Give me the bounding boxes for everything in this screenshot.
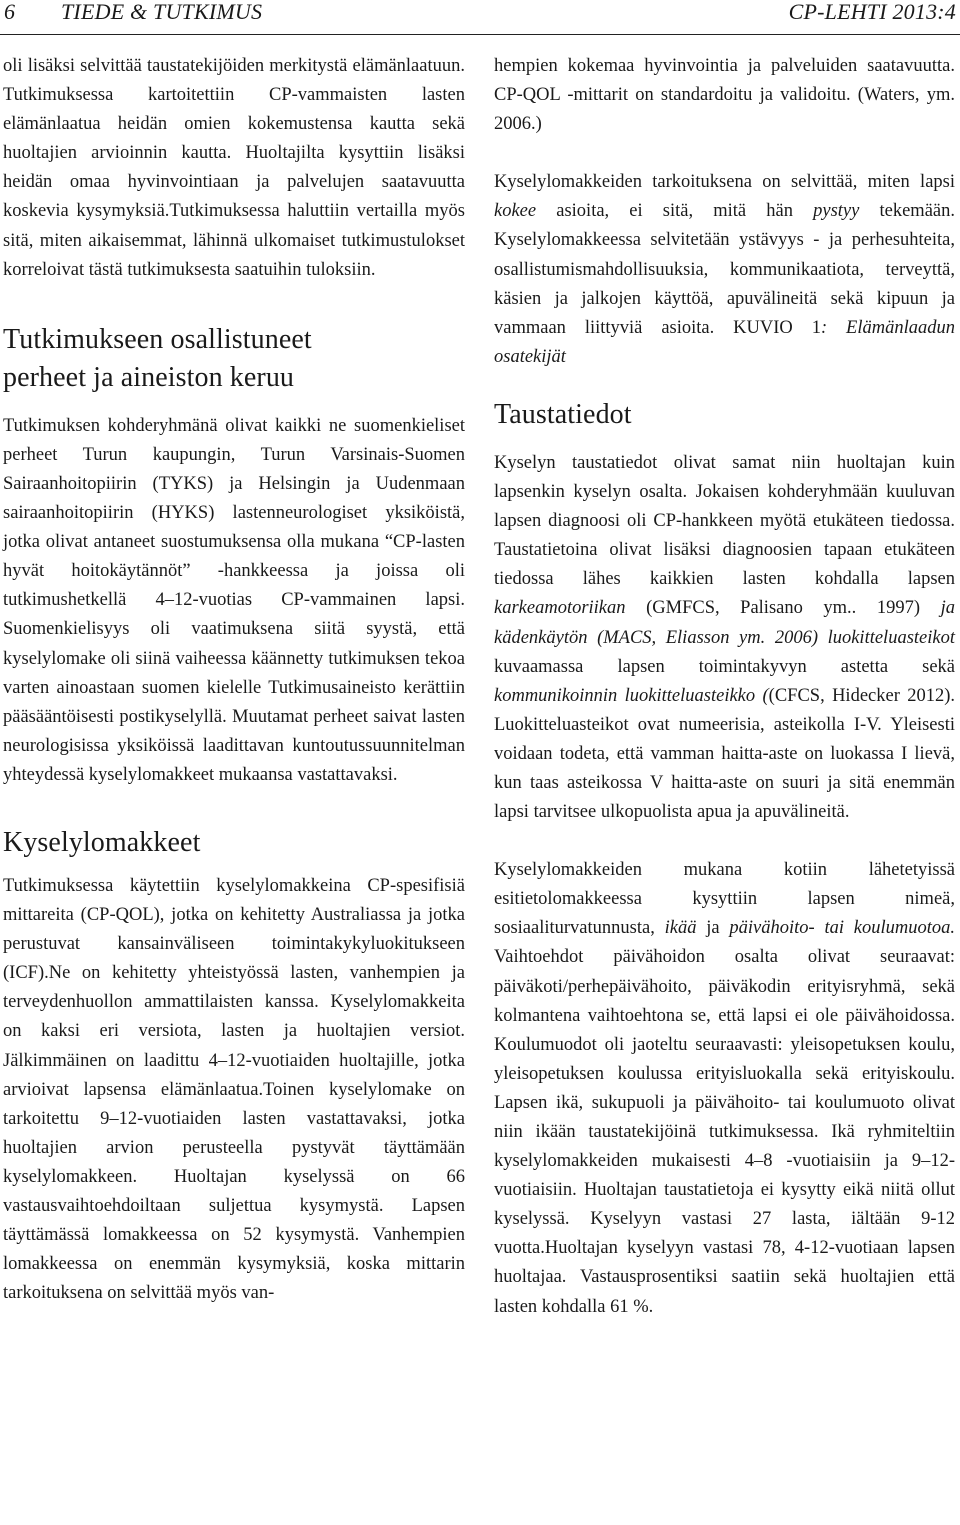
heading-participants	[3, 321, 465, 397]
left-column	[3, 52, 465, 1308]
background-paragraph	[494, 449, 955, 827]
purpose-text-b: asioita, ei sitä, mitä hän	[536, 201, 814, 222]
page-number: 6	[4, 0, 15, 24]
questionnaires-paragraph: Tutkimuksessa käytettiin kyselylomakkeina CP-spesifisiä mittareita (CP-QOL), jotka on kehitetty Australiassa ja jotka perustuvat kansainväliseen toimintakykyluokitukseen (ICF).Ne on kehitetty yhteistyössä lasten, vanhempien ja terveydenhuollon ammattilaisten kanssa. Kyselylomakkeita on kaksi eri versiota, lasten ja huoltajien versiot. Jälkimmäinen on laadittu 4–12-vuotiaiden huoltajille, jotka arvioivat lapsensa elämänlaatua.Toinen kyselylomake on tarkoitettu 9–12-vuotiaiden lasten vastattavaksi, jotka huoltajien arvion perusteella pystyvät täyttämään kyselylomakkeen. Huoltajan kyselyssä on 66 vastausvaihtoehdoiltaan suljettua kysymystä. Lapsen täyttämässä lomakkeessa on 52 kysymystä. Vanhempien lomakkeessa on enemmän kysymyksiä, koska mittarin tarkoituksena on selvittää myös van-	[3, 875, 465, 1304]
emphasis-karkeamotoriikan: karkeamotoriikan	[494, 598, 626, 619]
purpose-text-c: tekemään. Kyselylomakkeessa selvitetään ystävyys - ja perhesuhteita, osallistumismahdollisuuksia, kommunikaatiota, terveyttä, käsien ja jalkojen käyttöä, apuvälineitä sekä kipuun ja vammaan liittyviä asioita. KUVIO 1	[494, 201, 955, 338]
background-text-a: Kyselyn taustatiedot olivat samat niin huoltajan kuin lapsenkin kyselyn osalta. Jokaisen kohderyhmään kuuluvan lapsen diagnoosi oli CP-hankkeen myötä etukäteen tiedossa. Taustatietoina olivat lisäksi diagnoosien tapaan etukäteen tiedossa lähes kaikkien lasten kohdalla lapsen	[494, 452, 955, 590]
heading-questionnaires: Kyselylomakkeet	[3, 826, 201, 858]
background-text-b: (GMFCS, Palisano ym.. 1997)	[625, 598, 941, 619]
section-title: TIEDE & TUTKIMUS	[61, 0, 263, 24]
figure-caption-reference: : Elämänlaadun osatekijät	[494, 317, 956, 367]
purpose-paragraph	[494, 168, 955, 372]
participants-paragraph: Tutkimuksen kohderyhmänä olivat kaikki ne suomenkieliset perheet Turun kaupungin, Turun Varsinais-Suomen Sairaanhoitopiirin (TYKS) ja Helsingin ja Uudenmaan sairaanhoitopiirin (HYKS) lastenneurologiset yksiköistä, jotka olivat antaneet suostumuksensa olla mukana “CP-lasten hyvät hoitokäytännöt” -hankkeessa ja joissa oli tutkimushetkellä 4–12-vuotias CP-vammainen lapsi. Suomenkielisyys oli vaatimuksena siitä syystä, että kyselylomake oli siinä vaiheessa käännetty tutkimuksen tekoa varten ainoastaan suomen kielelle Tutkimusaineisto kerättiin pääsääntöisesti postikyselyllä. Muutamat perheet saivat lasten neurologisissa yksiköissä laadittavan kuntoutussuunnitelman yhteydessä kyselylomakkeet mukaansa vastattavaksi.	[3, 415, 465, 785]
heading-participants-line2: perheet ja aineiston keruu	[3, 361, 295, 393]
publication-issue: CP-LEHTI 2013:4	[788, 0, 956, 24]
right-column	[494, 52, 955, 1322]
emphasis-pystyy: pystyy	[813, 201, 860, 222]
emphasis-kommunikoinnin: kommunikoinnin luokitteluasteikko (	[494, 685, 769, 706]
prequestionnaire-paragraph	[494, 856, 955, 1322]
emphasis-ikaa: ikää	[664, 918, 697, 939]
prequestionnaire-text-a: Kyselylomakkeiden mukana kotiin lähetetyissä esitietolomakkeessa kysyttiin lapsen nimeä, sosiaaliturvatunnusta,	[494, 860, 955, 939]
heading-background: Taustatiedot	[494, 398, 632, 430]
intro-paragraph: oli lisäksi selvittää taustatekijöiden merkitystä elämänlaatuun. Tutkimuksessa kartoitettiin CP-vammaisten lasten elämänlaatua heidän omien kokemustensa kautta sekä huoltajien arvioinnin kautta. Huoltajilta kysyttiin lisäksi heidän omaa hyvinvointiaan ja palvelujen saatavuutta koskevia kysymyksiä.Tutkimuksessa haluttiin vertailla myös sitä, miten aikaisemmat, lähinnä ulkomaiset tutkimustulokset korreloivat tästä tutkimuksesta saatuihin tuloksiin.	[3, 56, 465, 280]
background-text-d: (CFCS, Hidecker 2012). Luokitteluasteikot ovat numeerisia, asteikolla I-V. Yleisesti voidaan todeta, että vamman haitta-aste on luokassa I lievä, kun taas asteikossa V haitta-aste on suuri ja sitä enemmän lapsi tarvitsee ulkopuolista apua ja apuvälineitä.	[494, 685, 955, 823]
prequestionnaire-text-ja: ja	[696, 918, 730, 939]
purpose-text-a: Kyselylomakkeiden tarkoituksena on selvittää, miten lapsi	[494, 172, 955, 193]
heading-participants-line1: Tutkimukseen osallistuneet	[3, 323, 312, 355]
emphasis-kadenkaytto: ja kädenkäytön (MACS, Eliasson ym. 2006) luokitteluasteikot	[494, 598, 955, 648]
emphasis-paivahoito: päivähoito- tai koulumuotoa.	[729, 918, 955, 939]
continuation-paragraph: hempien kokemaa hyvinvointia ja palveluiden saatavuutta. CP-QOL -mittarit on standardoitu ja validoitu. (Waters, ym. 2006.)	[494, 56, 955, 135]
prequestionnaire-text-b: Vaihtoehdot päivähoidon osalta olivat seuraavat: päiväkoti/perhepäivähoito, päiväkodin erityisryhmä, sekä kolmantena vaihtoehtona se, että lapsi ei ole päivähoidossa. Koulumuodot oli jaoteltu seuraavasti: yleisopetuksen koulu, yleisopetuksen koulussa erityisluokalla sekä erityiskoulu. Lapsen ikä, sukupuoli ja päivähoito- tai koulumuoto olivat niin ikään taustatekijöinä tutkimuksessa. Ikä ryhmiteltiin kyselylomakkeiden mukaisesti 4–8 -vuotiaisiin ja 9–12-vuotiaisiin. Huoltajan taustatietoja ei kysytty eikä niitä ollut kyselyssä. Kyselyyn vastasi 27 lasta, iältään 9-12 vuotta.Huoltajan kyselyyn vastasi 78, 4-12-vuotiaan lapsen huoltajaa. Vastausprosentiksi saatiin sekä huoltajien että lasten kohdalla 61 %.	[494, 947, 955, 1317]
running-header	[0, 0, 960, 36]
header-divider	[0, 34, 960, 35]
background-text-c: kuvaamassa lapsen toimintakyvyn astetta sekä	[494, 656, 955, 677]
emphasis-kokee: kokee	[494, 201, 537, 222]
